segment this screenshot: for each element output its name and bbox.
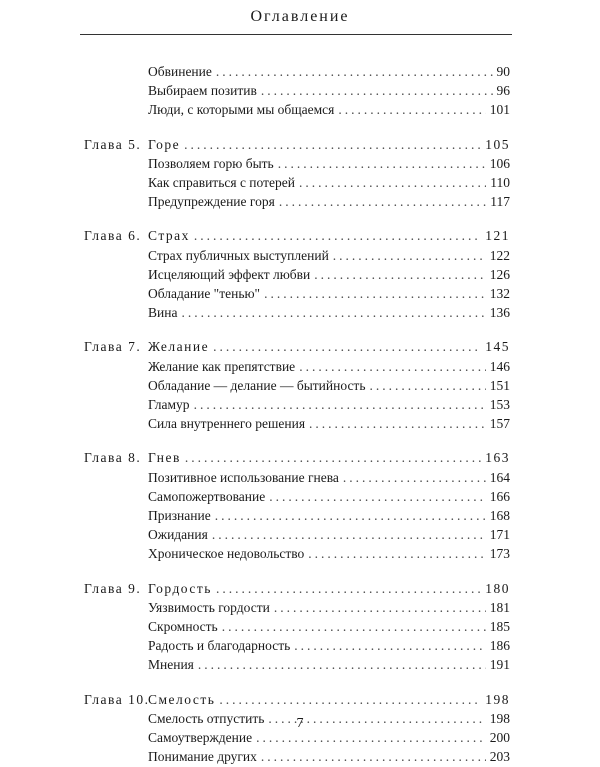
- entry-title: Сила внутреннего решения: [148, 416, 306, 432]
- dot-leader: [215, 506, 486, 526]
- dot-leader: [222, 617, 486, 637]
- entry-page-number: 146: [489, 358, 510, 374]
- toc-entry: [148, 544, 510, 564]
- dot-leader: [216, 579, 481, 599]
- dot-leader: [370, 376, 486, 396]
- toc-entry-row: [0, 544, 600, 564]
- toc-entry-row: [0, 62, 600, 82]
- entry-page-number: 132: [489, 286, 510, 301]
- toc-chapter-row: [0, 448, 600, 468]
- entry-title: Мнения: [148, 657, 194, 673]
- toc-entry-row: [0, 655, 600, 675]
- toc-entry-row: [0, 395, 600, 415]
- toc-entry: [148, 506, 510, 526]
- toc-entry-row: [0, 747, 600, 767]
- entry-page-number: 145: [485, 339, 510, 355]
- dot-leader: [194, 226, 481, 246]
- toc-entry: [148, 376, 510, 396]
- toc-entry-row: [0, 357, 600, 377]
- chapter-label: Глава 5.: [84, 136, 142, 152]
- toc-chapter-row: [0, 337, 600, 357]
- toc-entry: [148, 448, 510, 468]
- entry-title: Выбираем позитив: [148, 83, 257, 99]
- toc-entry: [148, 636, 510, 656]
- entry-title: Уязвимость гордости: [148, 599, 270, 615]
- entry-title: Желание: [148, 339, 210, 355]
- entry-page-number: 157: [489, 416, 510, 432]
- toc-entry: [148, 617, 510, 637]
- entry-page-number: 117: [490, 194, 510, 210]
- toc-entry: [148, 62, 510, 82]
- toc-chapter-row: [0, 579, 600, 599]
- entry-title: Признание: [148, 508, 211, 523]
- entry-title: Люди, с которыми мы общаемся: [148, 102, 335, 118]
- chapter-label: Глава 9.: [84, 580, 142, 596]
- toc-entry-row: [0, 414, 600, 434]
- toc-entry: [148, 284, 510, 304]
- entry-title: Смелость: [148, 691, 216, 707]
- dot-leader: [213, 337, 481, 357]
- entry-title: Обладание — делание — бытийность: [148, 377, 366, 393]
- toc-entry: [148, 337, 510, 357]
- toc-entry: [148, 690, 510, 710]
- toc-chapter-row: [0, 690, 600, 710]
- toc-entry-row: [0, 81, 600, 101]
- entry-title: Самопожертвование: [148, 488, 266, 504]
- entry-title: Позитивное использование гнева: [148, 469, 339, 485]
- dot-leader: [181, 303, 485, 323]
- entry-title: Желание как препятствие: [148, 358, 296, 374]
- toc-entry-row: [0, 487, 600, 507]
- toc-entry-row: [0, 173, 600, 193]
- entry-title: Как справиться с потерей: [148, 175, 295, 190]
- toc-entry-row: [0, 246, 600, 266]
- toc-entry: [148, 579, 510, 599]
- dot-leader: [338, 100, 485, 120]
- page-number: 7: [296, 716, 304, 731]
- entry-page-number: 186: [489, 638, 510, 654]
- entry-title: Вина: [148, 305, 178, 321]
- toc-entry: [148, 173, 510, 193]
- dot-leader: [294, 636, 485, 656]
- toc-entry-row: [0, 284, 600, 304]
- entry-page-number: 121: [485, 228, 510, 244]
- toc-entry-row: [0, 525, 600, 545]
- dot-leader: [216, 62, 493, 82]
- entry-title: Исцеляющий эффект любви: [148, 266, 311, 282]
- dot-leader: [308, 544, 485, 564]
- entry-title: Ожидания: [148, 527, 208, 543]
- entry-page-number: 164: [489, 469, 510, 485]
- entry-page-number: 105: [485, 136, 510, 152]
- dot-leader: [261, 81, 493, 101]
- entry-page-number: 203: [489, 749, 510, 765]
- dot-leader: [333, 246, 486, 266]
- entry-page-number: 173: [489, 546, 510, 562]
- toc-entry: [148, 487, 510, 507]
- toc-entry: [148, 154, 510, 174]
- toc-entry: [148, 747, 510, 767]
- dot-leader: [299, 173, 486, 193]
- dot-leader: [264, 284, 486, 304]
- entry-page-number: 166: [489, 488, 510, 504]
- dot-leader: [212, 525, 486, 545]
- entry-page-number: 181: [489, 599, 510, 615]
- entry-title: Страх: [148, 228, 190, 244]
- dot-leader: [194, 395, 486, 415]
- dot-leader: [343, 468, 486, 488]
- entry-page-number: 90: [496, 64, 510, 79]
- entry-page-number: 101: [489, 102, 510, 118]
- entry-page-number: 191: [489, 657, 510, 673]
- toc-chapter-row: [0, 226, 600, 246]
- chapter-label: Глава 10.: [84, 691, 150, 707]
- toc-chapter-row: [0, 135, 600, 155]
- entry-title: Понимание других: [148, 749, 257, 765]
- toc-entry-row: [0, 468, 600, 488]
- entry-page-number: 198: [485, 691, 510, 707]
- dot-leader: [279, 192, 486, 212]
- entry-title: Позволяем горю быть: [148, 155, 274, 171]
- entry-title: Обладание "тенью": [148, 286, 261, 301]
- entry-page-number: 110: [490, 175, 510, 190]
- entry-title: Гордость: [148, 580, 212, 596]
- chapter-label: Глава 7.: [84, 339, 142, 355]
- toc-entry-row: [0, 192, 600, 212]
- entry-page-number: 180: [485, 580, 510, 596]
- dot-leader: [309, 414, 486, 434]
- entry-title: Предупреждение горя: [148, 194, 275, 210]
- toc-entry: [148, 468, 510, 488]
- entry-page-number: 168: [489, 508, 510, 523]
- page-header-title: Оглавление: [250, 8, 350, 25]
- toc-entry-row: [0, 376, 600, 396]
- entry-title: Скромность: [148, 619, 218, 634]
- dot-leader: [219, 690, 481, 710]
- entry-title: Смелость отпустить: [148, 710, 265, 726]
- entry-title: Самоутверждение: [148, 730, 253, 745]
- entry-page-number: 96: [496, 83, 510, 99]
- entry-page-number: 136: [489, 305, 510, 321]
- dot-leader: [184, 135, 481, 155]
- entry-title: Обвинение: [148, 64, 212, 79]
- dot-leader: [314, 265, 485, 285]
- toc-entry: [148, 303, 510, 323]
- chapter-label: Глава 6.: [84, 228, 142, 244]
- toc-entry-row: [0, 636, 600, 656]
- toc-entry: [148, 192, 510, 212]
- entry-page-number: 106: [489, 155, 510, 171]
- toc-entry-row: [0, 617, 600, 637]
- toc-entry-row: [0, 265, 600, 285]
- dot-leader: [198, 655, 486, 675]
- toc-entry: [148, 226, 510, 246]
- entry-title: Гламур: [148, 397, 190, 412]
- entry-page-number: 126: [489, 266, 510, 282]
- entry-title: Горе: [148, 136, 181, 152]
- entry-page-number: 200: [489, 730, 510, 745]
- toc-entry: [148, 655, 510, 675]
- toc-entry-row: [0, 154, 600, 174]
- entry-page-number: 153: [489, 397, 510, 412]
- header-rule: [80, 34, 512, 35]
- toc-entry: [148, 81, 510, 101]
- toc-entry: [148, 598, 510, 618]
- chapter-label: Глава 8.: [84, 450, 142, 466]
- entry-page-number: 198: [489, 710, 510, 726]
- toc-entry: [148, 395, 510, 415]
- toc-entry: [148, 100, 510, 120]
- toc-entry-row: [0, 598, 600, 618]
- dot-leader: [274, 598, 486, 618]
- entry-page-number: 163: [485, 450, 510, 466]
- toc-entry-row: [0, 100, 600, 120]
- entry-title: Хроническое недовольство: [148, 546, 305, 562]
- dot-leader: [278, 154, 486, 174]
- toc-entry-row: [0, 506, 600, 526]
- entry-page-number: 151: [489, 377, 510, 393]
- dot-leader: [299, 357, 486, 377]
- toc-entry: [148, 246, 510, 266]
- toc-entry: [148, 525, 510, 545]
- toc-entry: [148, 357, 510, 377]
- toc-entry: [148, 414, 510, 434]
- toc-entry: [148, 135, 510, 155]
- entry-title: Радость и благодарность: [148, 638, 291, 654]
- entry-page-number: 122: [489, 247, 510, 263]
- dot-leader: [185, 448, 481, 468]
- toc-entry-row: [0, 303, 600, 323]
- entry-title: Страх публичных выступлений: [148, 247, 329, 263]
- entry-page-number: 185: [489, 619, 510, 634]
- toc-entry: [148, 265, 510, 285]
- entry-page-number: 171: [489, 527, 510, 543]
- dot-leader: [261, 747, 486, 767]
- dot-leader: [269, 487, 486, 507]
- entry-title: Гнев: [148, 450, 181, 466]
